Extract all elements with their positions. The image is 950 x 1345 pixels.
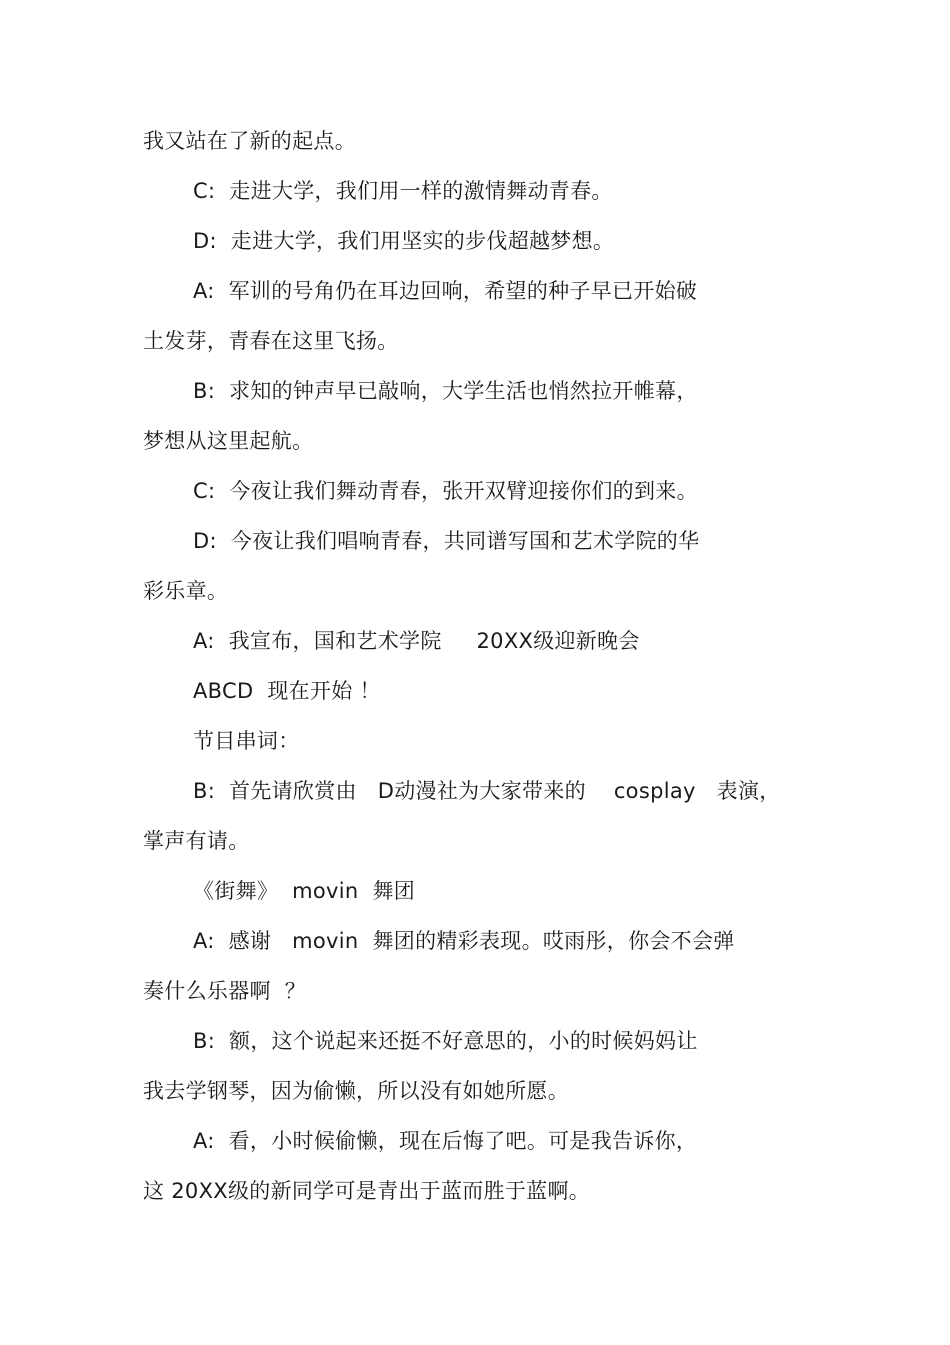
- dialogue-line-c: C: 走进大学，我们用一样的激情舞动青春。: [193, 179, 613, 203]
- dialogue-line-d: D: 今夜让我们唱响青春，共同谱写国和艺术学院的华: [193, 529, 700, 553]
- program-item: 《街舞》 movin 舞团: [193, 879, 416, 903]
- dialogue-line-a: A: 看，小时候偷懒，现在后悔了吧。可是我告诉你，: [193, 1129, 698, 1153]
- text-line: 这 20XX级的新同学可是青出于蓝而胜于蓝啊。: [143, 1179, 591, 1203]
- text-line: 土发芽，青春在这里飞扬。: [143, 329, 399, 353]
- dialogue-line-c: C: 今夜让我们舞动青春，张开双臂迎接你们的到来。: [193, 479, 698, 503]
- dialogue-line-b: B: 求知的钟声早已敲响，大学生活也悄然拉开帷幕，: [193, 379, 698, 403]
- text-line: 我又站在了新的起点。: [143, 129, 356, 153]
- text-line: ABCD 现在开始 ！: [193, 679, 381, 703]
- dialogue-line-b: B: 首先请欣赏由 D动漫社为大家带来的 cosplay 表演，: [193, 779, 781, 803]
- dialogue-line-a: A: 感谢 movin 舞团的精彩表现。哎雨彤，你会不会弹: [193, 929, 735, 953]
- text-line: 彩乐章。: [143, 579, 229, 603]
- section-heading: 节目串词：: [193, 729, 300, 753]
- dialogue-line-d: D: 走进大学，我们用坚实的步伐超越梦想。: [193, 229, 615, 253]
- dialogue-line-a: A: 我宣布，国和艺术学院 20XX级迎新晚会: [193, 629, 640, 653]
- text-line: 奏什么乐器啊 ？: [143, 979, 307, 1003]
- text-line: 掌声有请。: [143, 829, 250, 853]
- text-line: 梦想从这里起航。: [143, 429, 314, 453]
- dialogue-line-b: B: 额，这个说起来还挺不好意思的，小的时候妈妈让: [193, 1029, 698, 1053]
- text-line: 我去学钢琴，因为偷懒，所以没有如她所愿。: [143, 1079, 569, 1103]
- dialogue-line-a: A: 军训的号角仍在耳边回响，希望的种子早已开始破: [193, 279, 698, 303]
